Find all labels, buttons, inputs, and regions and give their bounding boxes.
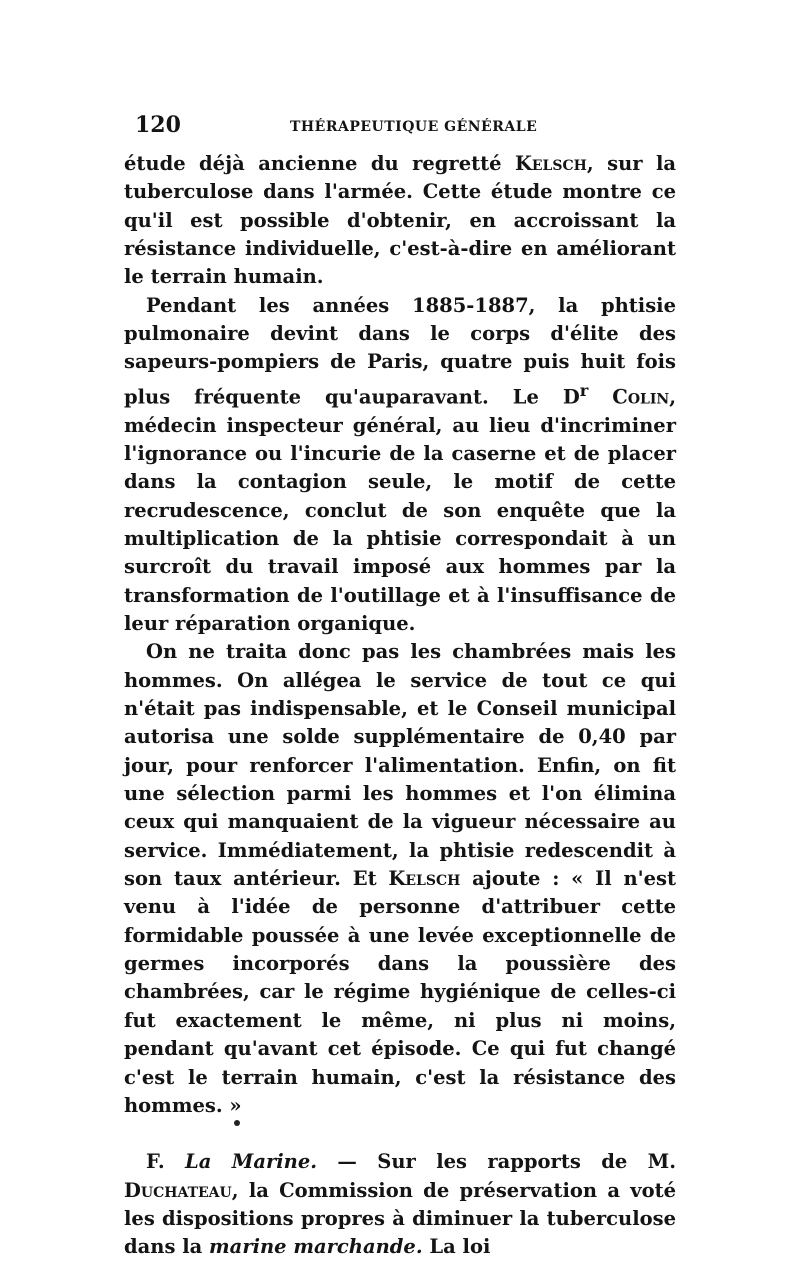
page-header bbox=[135, 112, 675, 142]
paragraph-text: Pendant les années 1885-1887, la phtisie pulmonaire devint dans le corps d'élite des sapeurs-pompiers de Paris, quatre puis huit fois plus fréquente qu'auparavant. Le D bbox=[124, 293, 676, 409]
paragraph-text: , médecin inspecteur général, au lieu d'incriminer l'ignorance ou l'incurie de la caserne et de placer dans la contagion seule, le motif de cette recrudescence, conclut de son enquête que la multiplication de la phtisie correspondait à un surcroît du travail imposé aux hommes par la transformation de l'outillage et à l'insuffisance de leur réparation organique. bbox=[124, 385, 676, 635]
paragraph-marine bbox=[124, 1148, 676, 1261]
paragraph-text: ajoute : « Il n'est venu à l'idée de personne d'attribuer cette formidable poussée à une levée exceptionnelle de germes incorporés dans la poussière des chambrées, car le régime hygiénique de celles-ci fut exactement le même, ni plus ni moins, pendant qu'avant cet épisode. Ce qui fut changé c'est le terrain humain, c'est la résistance des hommes. » bbox=[124, 867, 677, 1117]
paragraph-text: On ne traita donc pas les chambrées mais les hommes. On allégea le service de tout ce qui n'était pas indispensable, et le Conseil municipal autorisa une solde supplémentaire de 0,40 par jour, pour renforcer l'alimentation. Enfin, on fit une sélection parmi les hommes et l'on élimina ceux qui manquaient de la vigueur nécessaire au service. Immédiatement, la phtisie redescendit à son taux antérieur. Et bbox=[124, 640, 676, 891]
paragraph-text: , la Commission de préservation a voté les dispositions propres à diminuer la tuberculose dans la bbox=[124, 1178, 676, 1259]
paragraph-text: , sur la tuberculose dans l'armée. Cette étude montre ce qu'il est possible d'obtenir, en accroissant la résistance individuelle, c'est-à-dire en améliorant le terrain humain. bbox=[124, 152, 676, 289]
paragraph-hommes bbox=[124, 638, 676, 1120]
author-name-colin: Colin bbox=[612, 385, 670, 409]
ink-dot bbox=[234, 1120, 240, 1126]
author-name-kelsch: Kelsch bbox=[388, 867, 461, 891]
paragraph-text: La loi bbox=[422, 1235, 491, 1259]
running-title: THÉRAPEUTIQUE GÉNÉRALE bbox=[290, 119, 538, 135]
paragraph-kelsch-study bbox=[124, 150, 676, 292]
section-title-la-marine: La Marine. bbox=[185, 1150, 318, 1174]
body-text bbox=[124, 150, 676, 1262]
paragraph-text: — Sur les rapports de M. bbox=[317, 1150, 676, 1174]
paragraph-text: étude déjà ancienne du regretté bbox=[124, 152, 515, 175]
superscript-r: r bbox=[579, 380, 589, 400]
author-name-duchateau: Duchateau bbox=[124, 1178, 232, 1202]
italic-marine-marchande: marine marchande. bbox=[209, 1235, 423, 1259]
page-number: 120 bbox=[135, 112, 181, 138]
author-name-kelsch: Kelsch bbox=[514, 152, 587, 175]
paragraph-sapeurs-pompiers bbox=[124, 292, 676, 639]
paragraph-text: F. bbox=[146, 1150, 186, 1174]
